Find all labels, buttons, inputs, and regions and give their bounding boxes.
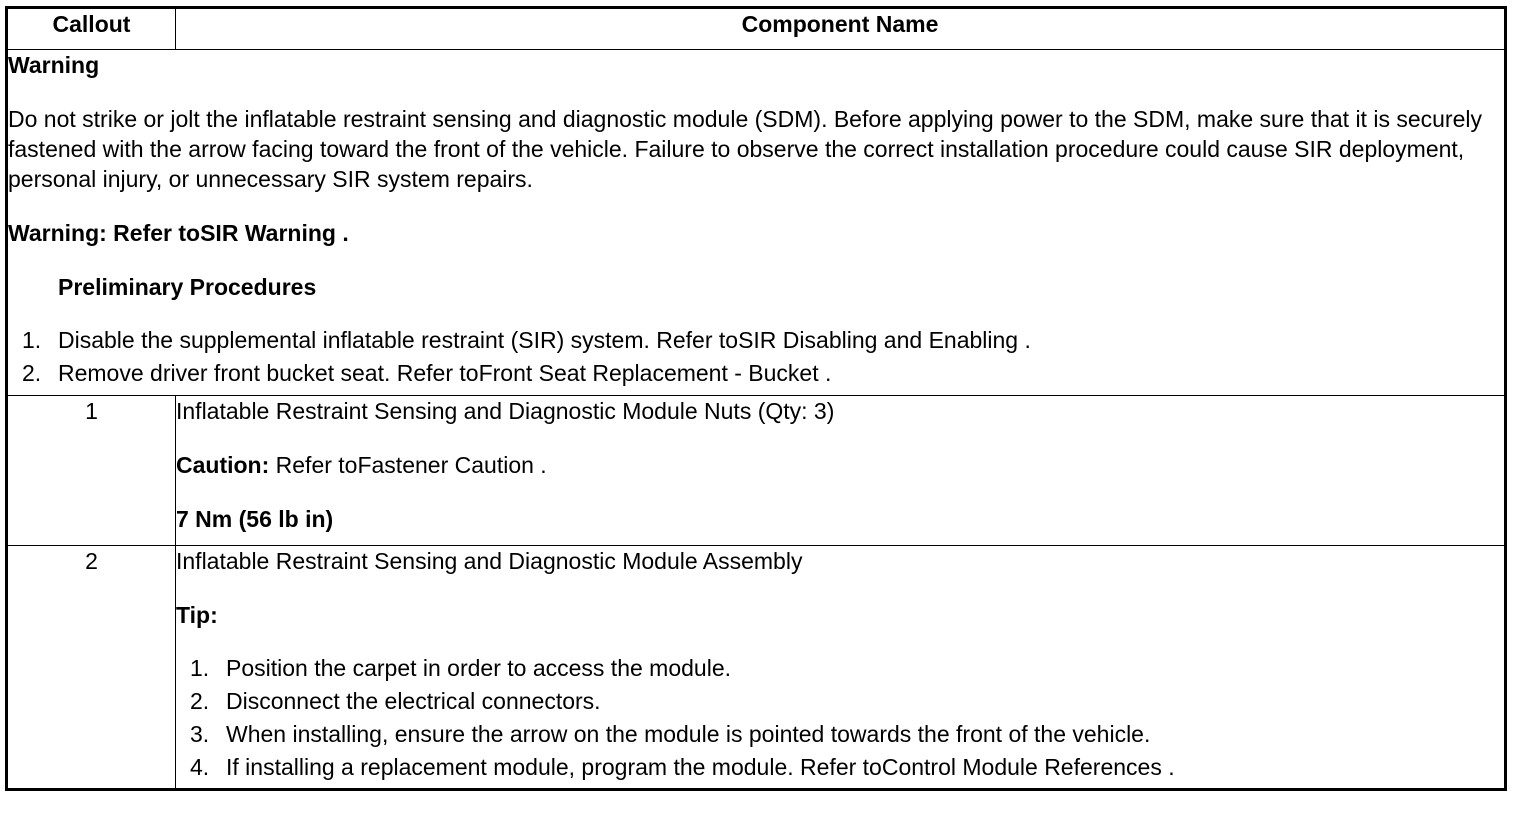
caution-label: Caution:: [176, 452, 270, 478]
warning-title: Warning: [8, 52, 100, 78]
list-item: [176, 718, 1504, 751]
component-name-header: Component Name: [176, 8, 1506, 50]
callout-header: Callout: [7, 8, 176, 50]
list-item: [8, 357, 1504, 390]
tip-label: Tip:: [176, 602, 218, 628]
tip-text: If installing a replacement module, program the module. Refer toControl Module References .: [226, 754, 1175, 780]
component-name: Inflatable Restraint Sensing and Diagnostic Module Nuts (Qty: 3): [176, 398, 835, 424]
callout-cell: 2: [7, 546, 176, 790]
step-number: 2.: [22, 360, 42, 386]
warning-row: [7, 50, 1506, 396]
warning-text: Do not strike or jolt the inflatable restraint sensing and diagnostic module (SDM). Before applying power to the SDM, make sure that it is securely fastened with the arrow facing toward the front of the vehicle. Failure to observe the correct installation procedure could cause SIR deployment, personal injury, or unnecessary SIR system repairs.: [8, 106, 1482, 192]
list-item: [8, 324, 1504, 357]
tip-number: 2.: [190, 688, 210, 714]
component-cell: [176, 546, 1506, 790]
step-number: 1.: [22, 327, 42, 353]
warning-cell: [7, 50, 1506, 396]
tip-number: 3.: [190, 721, 210, 747]
table-row: [7, 546, 1506, 790]
step-text: Remove driver front bucket seat. Refer toFront Seat Replacement - Bucket .: [58, 360, 832, 386]
component-name: Inflatable Restraint Sensing and Diagnostic Module Assembly: [176, 548, 803, 574]
procedure-table: [5, 6, 1507, 791]
warning-refer: Warning: Refer toSIR Warning .: [8, 220, 349, 246]
tip-text: Position the carpet in order to access the module.: [226, 655, 732, 681]
component-cell: [176, 396, 1506, 546]
list-item: [176, 685, 1504, 718]
torque-spec: 7 Nm (56 lb in): [176, 506, 334, 532]
tip-text: When installing, ensure the arrow on the module is pointed towards the front of the vehicle.: [226, 721, 1151, 747]
preliminary-steps: [8, 324, 1504, 390]
tip-text: Disconnect the electrical connectors.: [226, 688, 601, 714]
step-text: Disable the supplemental inflatable restraint (SIR) system. Refer toSIR Disabling and Enabling .: [58, 327, 1031, 353]
preliminary-title: Preliminary Procedures: [58, 274, 317, 300]
list-item: [176, 751, 1504, 784]
header-row: [7, 8, 1506, 50]
table-row: [7, 396, 1506, 546]
list-item: [176, 652, 1504, 685]
caution-line: [176, 450, 1504, 480]
caution-text: Refer toFastener Caution .: [269, 452, 547, 478]
callout-cell: 1: [7, 396, 176, 546]
tip-number: 1.: [190, 655, 210, 681]
tip-steps: [176, 652, 1504, 784]
tip-number: 4.: [190, 754, 210, 780]
